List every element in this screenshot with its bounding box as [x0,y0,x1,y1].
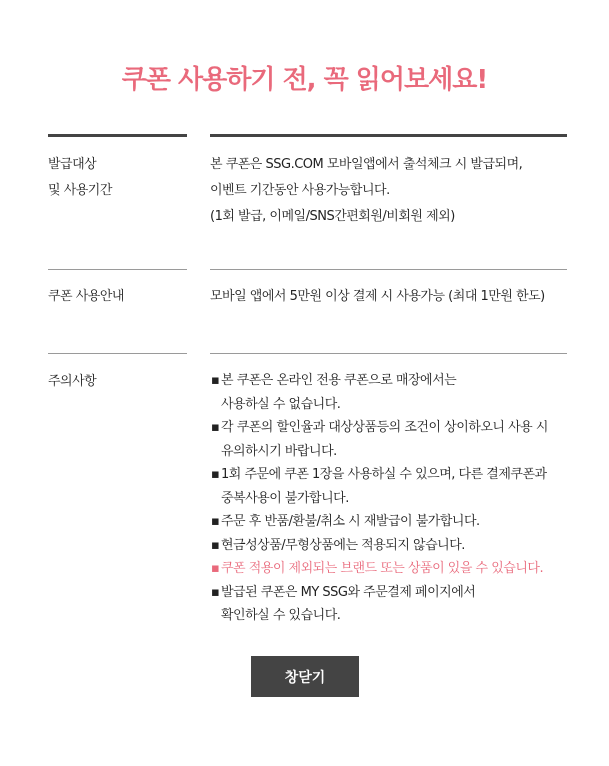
bullet-icon: ▪ [211,514,220,529]
issue-line-1: 본 쿠폰은 SSG.COM 모바일앱에서 출석체크 시 발급되며, [210,157,523,172]
close-window-button[interactable]: 창닫기 [251,656,359,697]
issue-line-2: 이벤트 기간동안 사용가능합니다. [210,183,390,198]
left-divider-2 [48,353,187,354]
notice-item [211,534,571,558]
notice-item-line: 1회 주문에 쿠폰 1장을 사용하실 수 있으며, 다른 결제쿠폰과 [221,467,547,482]
bullet-icon: ▪ [211,584,220,600]
notice-item-line: 사용하실 수 없습니다. [221,396,341,412]
left-top-divider [48,134,187,137]
notice-item-line: 쿠폰 적용이 제외되는 브랜드 또는 상품이 있을 수 있습니다. [221,561,544,576]
notice-item-line: 유의하시기 바랍니다. [221,443,337,459]
bullet-icon: ▪ [211,467,220,482]
usage-description: 모바일 앱에서 5만원 이상 결제 시 사용가능 (최대 1만원 한도) [210,289,545,304]
issue-label-line-1: 발급대상 [48,157,97,172]
notice-item [211,416,571,463]
notice-item [211,369,571,416]
right-divider-1 [210,269,567,270]
right-divider-2 [210,353,567,354]
notice-item-line: 중복사용이 불가합니다. [221,490,349,506]
notice-list [211,369,571,628]
notice-item-line: 본 쿠폰은 온라인 전용 쿠폰으로 매장에서는 [221,373,457,388]
notice-item-line: 발급된 쿠폰은 MY SSG와 주문결제 페이지에서 [221,584,476,600]
notice-item [211,510,571,534]
bullet-icon: ▪ [211,420,220,435]
notice-item-line: 확인하실 수 있습니다. [221,608,341,623]
issue-label [48,152,112,204]
notice-item-line: 각 쿠폰의 할인율과 대상상품등의 조건이 상이하오니 사용 시 [221,420,548,435]
left-divider-1 [48,269,187,270]
page-title: 쿠폰 사용하기 전, 꼭 읽어보세요! [121,65,488,95]
right-top-divider [210,134,567,137]
bullet-icon: ▪ [211,537,220,553]
issue-line-3: (1회 발급, 이메일/SNS간편회원/비회원 제외) [210,209,455,224]
notice-item [211,463,571,510]
usage-label: 쿠폰 사용안내 [48,289,124,304]
notice-item [211,557,571,581]
bullet-icon: ▪ [211,373,220,388]
bullet-icon: ▪ [211,561,220,576]
issue-description [210,152,522,230]
notice-item-line: 주문 후 반품/환불/취소 시 재발급이 불가합니다. [221,514,480,529]
issue-label-line-2: 및 사용기간 [48,183,112,198]
notice-item-line: 현금성상품/무형상품에는 적용되지 않습니다. [221,537,465,553]
notice-label: 주의사항 [48,374,97,389]
notice-item [211,581,571,628]
